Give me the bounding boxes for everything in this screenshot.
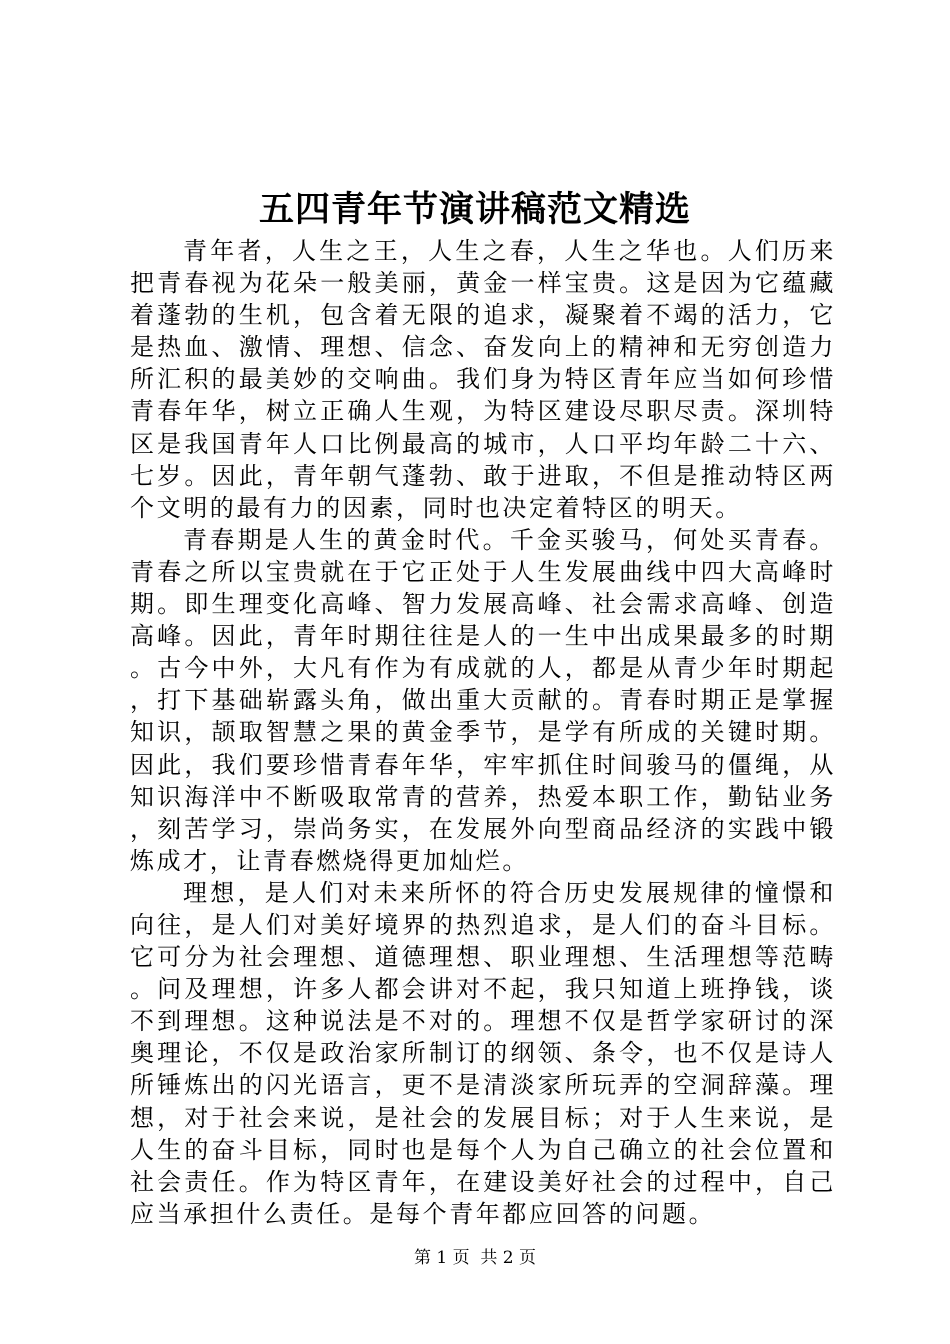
paragraph-1: 青年者，人生之王，人生之春，人生之华也。人们历来把青春视为花朵一般美丽，黄金一样宝贵。这是因为它蕴藏着蓬勃的生机，包含着无限的追求，凝聚着不竭的活力，它是热血、激情、理想、信念、奋发向上的精神和无穷创造力所汇积的最美妙的交响曲。我们身为特区青年应当如何珍惜青春年华，树立正确人生观，为特区建设尽职尽责。深圳特区是我国青年人口比例最高的城市，人口平均年龄二十六、七岁。因此，青年朝气蓬勃、敢于进取，不但是推动特区两个文明的最有力的因素，同时也决定着特区的明天。: [130, 237, 836, 522]
paragraph-3: 理想，是人们对未来所怀的符合历史发展规律的憧憬和向往，是人们对美好境界的热烈追求，是人们的奋斗目标。它可分为社会理想、道德理想、职业理想、生活理想等范畴。问及理想，许多人都会讲对不起，我只知道上班挣钱，谈不到理想。这种说法是不对的。理想不仅是哲学家研讨的深奥理论，不仅是政治家所制订的纲领、条令，也不仅是诗人所锤炼出的闪光语言，更不是清淡家所玩弄的空洞辞藻。理想，对于社会来说，是社会的发展目标；对于人生来说，是人生的奋斗目标，同时也是每个人为自己确立的社会位置和社会责任。作为特区青年，在建设美好社会的过程中，自己应当承担什么责任。是每个青年都应回答的问题。: [130, 878, 836, 1228]
document-body: [130, 235, 836, 1230]
page-title: 五四青年节演讲稿范文精选: [258, 189, 691, 230]
page-number: 第 1 页: [413, 1248, 470, 1268]
page-footer: [0, 1246, 950, 1270]
page-total: 共 2 页: [480, 1248, 537, 1268]
paragraph-2: 青春期是人生的黄金时代。千金买骏马，何处买青春。青春之所以宝贵就在于它正处于人生发展曲线中四大高峰时期。即生理变化高峰、智力发展高峰、社会需求高峰、创造高峰。因此，青年时期往往是人的一生中出成果最多的时期。古今中外，大凡有作为有成就的人，都是从青少年时期起，打下基础崭露头角，做出重大贡献的。青春时期正是掌握知识，颉取智慧之果的黄金季节，是学有所成的关键时期。因此，我们要珍惜青春年华，牢牢抓住时间骏马的僵绳，从知识海洋中不断吸取常青的营养，热爱本职工作，勤钻业务，刻苦学习，崇尚务实，在发展外向型商品经济的实践中锻炼成才，让青春燃烧得更加灿烂。: [130, 525, 836, 875]
